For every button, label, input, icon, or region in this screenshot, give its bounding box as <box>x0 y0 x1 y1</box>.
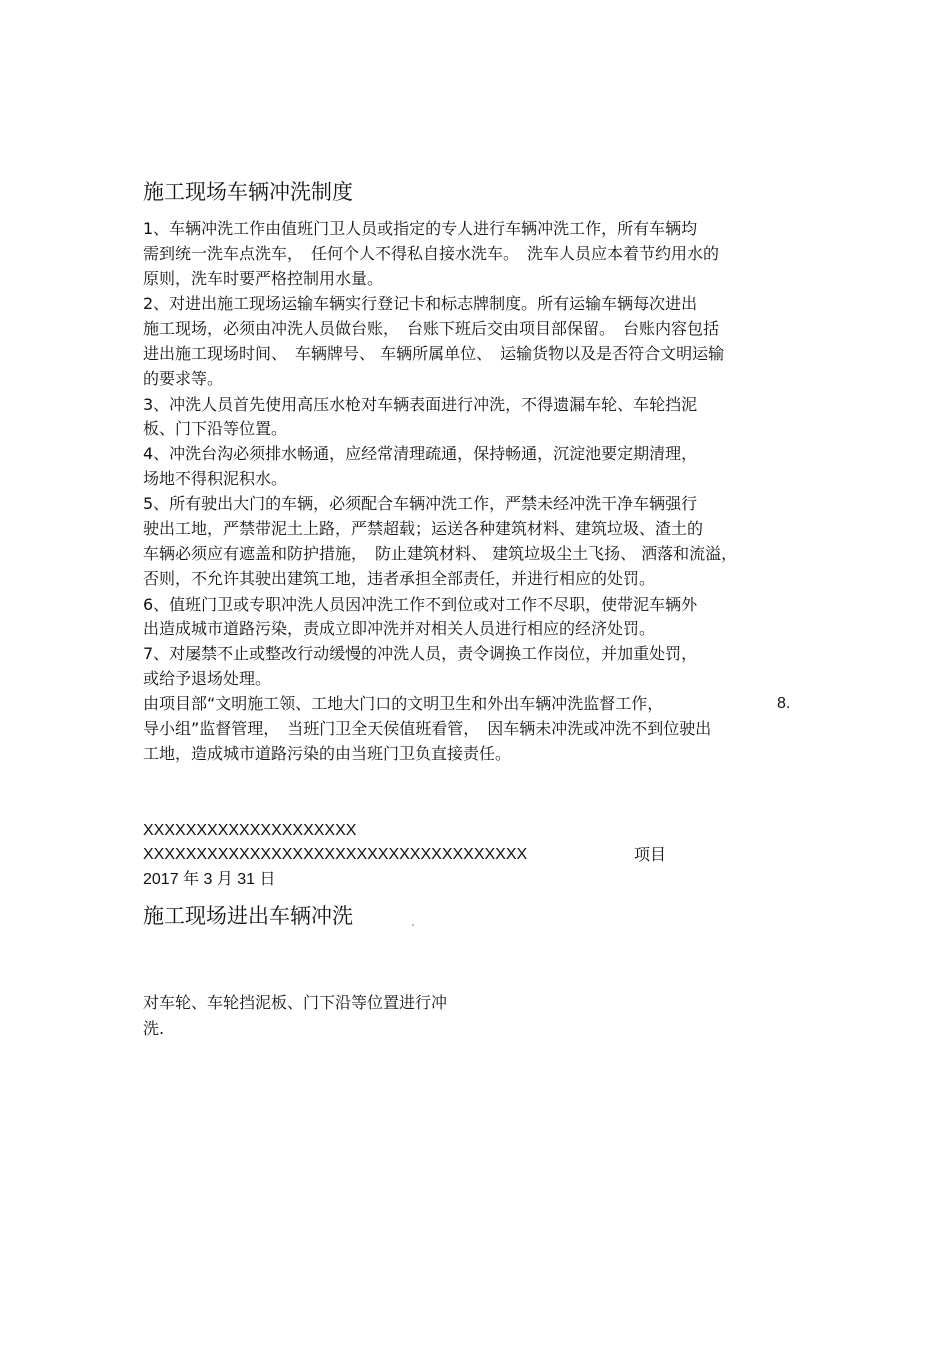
body-line: 板、门下沿等位置。 <box>143 419 288 438</box>
body-line: 3、冲洗人员首先使用高压水枪对车辆表面进行冲洗，不得遗漏车轮、车轮挡泥 <box>143 395 698 414</box>
body-line: 2、对进出施工现场运输车辆实行登记卡和标志牌制度。所有运输车辆每次进出 <box>143 294 698 313</box>
body-line: 7、对屡禁不止或整改行动缓慢的冲洗人员，责令调换工作岗位，并加重处罚， <box>143 644 698 663</box>
section-subtitle: 施工现场进出车辆冲洗 <box>143 904 353 928</box>
scan-speck <box>412 924 414 926</box>
body-line: 1、车辆冲洗工作由值班门卫人员或指定的专人进行车辆冲洗工作，所有车辆均 <box>143 219 698 238</box>
signature-date: 2017 年 3 月 31 日 <box>143 871 276 888</box>
body-line: 由项目部“文明施工领、工地大门口的文明卫生和外出车辆冲洗监督工作， <box>143 694 664 713</box>
body-line: 或给予退场处理。 <box>143 669 272 688</box>
body-line: 导小组”监督管理， 当班门卫全天侯值班看管， 因车辆未冲洗或冲洗不到位驶出 <box>143 719 712 738</box>
body-line: 4、冲洗台沟必须排水畅通，应经常清理疏通，保持畅通，沉淀池要定期清理， <box>143 444 698 463</box>
body-line: 否则，不允许其驶出建筑工地，违者承担全部责任，并进行相应的处罚。 <box>143 569 656 588</box>
body-line: 需到统一洗车点洗车， 任何个人不得私自接水洗车。 洗车人员应本着节约用水的 <box>143 244 720 263</box>
body-line: 原则，洗车时要严格控制用水量。 <box>143 269 384 288</box>
body-line: 5、所有驶出大门的车辆，必须配合车辆冲洗工作，严禁未经冲洗干净车辆强行 <box>143 494 698 513</box>
body-line: 出造成城市道路污染，责成立即冲洗并对相关人员进行相应的经济处罚。 <box>143 619 656 638</box>
body-line: 驶出工地，严禁带泥土上路，严禁超载；运送各种建筑材料、建筑垃圾、渣土的 <box>143 519 704 538</box>
body-line: 6、值班门卫或专职冲洗人员因冲洗工作不到位或对工作不尽职，使带泥车辆外 <box>143 595 698 614</box>
item-8-number: 8. <box>777 695 791 712</box>
body-line: 施工现场，必须由冲洗人员做台账， 台账下班后交由项目部保留。 台账内容包括 <box>143 319 720 338</box>
body-line: 的要求等。 <box>143 369 224 388</box>
body-line: 车辆必须应有遮盖和防护措施， 防止建筑材料、 建筑垃圾尘土飞扬、 洒落和流溢， <box>143 544 738 563</box>
body-line: 进出施工现场时间、 车辆牌号、 车辆所属单位、 运输货物以及是否符合文明运输 <box>143 344 725 363</box>
document-title: 施工现场车辆冲洗制度 <box>143 180 353 204</box>
caption-line: 对车轮、车轮挡泥板、门下沿等位置进行冲 <box>143 993 448 1012</box>
body-line: 工地，造成城市道路污染的由当班门卫负直接责任。 <box>143 744 512 763</box>
body-line: 场地不得积泥积水。 <box>143 469 288 488</box>
signature-project-label: 项目 <box>634 845 667 864</box>
signature-company-line-1: XXXXXXXXXXXXXXXXXXXX <box>143 822 357 839</box>
caption-line: 洗. <box>143 1019 165 1038</box>
signature-company-line-2: XXXXXXXXXXXXXXXXXXXXXXXXXXXXXXXXXXXX <box>143 846 528 863</box>
